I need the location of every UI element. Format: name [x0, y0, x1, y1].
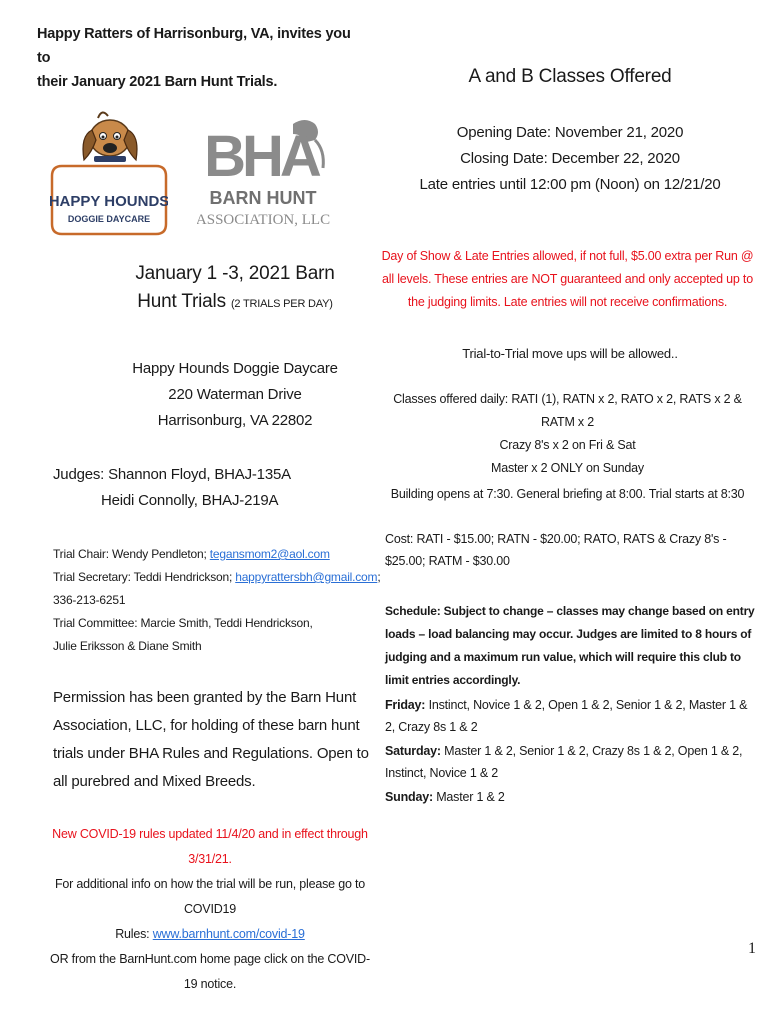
barn-hunt-association-logo [197, 110, 330, 238]
schedule-row-saturday [385, 740, 755, 784]
trial-committee-block [53, 543, 383, 658]
judge-1: Judges: Shannon Floyd, BHAJ-135A [53, 466, 291, 483]
trial-chair-label: Trial Chair: Wendy Pendleton; [53, 547, 207, 561]
happy-hounds-logo-line-2: DOGGIE DAYCARE [67, 214, 151, 224]
covid-info-line: For additional info on how the trial will be run, please go to COVID19 [54, 877, 365, 916]
classes-offered-heading: A and B Classes Offered [468, 66, 672, 87]
schedule-day-classes: Master 1 & 2, Senior 1 & 2, Crazy 8s 1 & 2, Open 1 & 2, Instinct, Novice 1 & 2 [385, 744, 743, 780]
venue-street: 220 Waterman Drive [168, 386, 302, 403]
schedule-row-friday [385, 694, 755, 738]
invitation-header [37, 22, 367, 94]
classes-daily-line-1: Classes offered daily: RATI (1), RATN x 2, RATO x 2, RATS x 2 & RATM x 2 [393, 392, 742, 429]
trial-title-line-1: January 1 -3, 2021 Barn [135, 263, 335, 284]
trials-per-day-note: (2 TRIALS PER DAY) [230, 298, 333, 310]
schedule-day-classes: Master 1 & 2 [436, 790, 505, 804]
schedule-row-sunday [385, 786, 755, 808]
trial-secretary-label: Trial Secretary: Teddi Hendrickson; [53, 570, 233, 584]
move-ups-note: Trial-to-Trial move ups will be allowed.. [462, 346, 678, 361]
committee-line-2: Julie Eriksson & Diane Smith [53, 639, 202, 653]
venue-city: Harrisonburg, VA 22802 [157, 412, 313, 429]
late-entries-notice: Day of Show & Late Entries allowed, if not full, $5.00 extra per Run @ all levels. These entries are NOT guaranteed and only accepted up to the judging limits. Late entries will not receive confirmations. [381, 249, 754, 309]
covid-rules-update: New COVID-19 rules updated 11/4/20 and in effect through 3/31/21. [52, 827, 368, 866]
classes-daily-line-3: Master x 2 ONLY on Sunday [491, 461, 644, 475]
classes-daily-line-2: Crazy 8's x 2 on Fri & Sat [499, 438, 636, 452]
venue-name: Happy Hounds Doggie Daycare [132, 360, 338, 377]
committee-line-1: Trial Committee: Marcie Smith, Teddi Hendrickson, [53, 616, 313, 630]
covid-homepage-line: OR from the BarnHunt.com home page click on the COVID-19 notice. [50, 952, 370, 991]
trial-secretary-suffix: ; [377, 570, 381, 584]
schedule-day-classes: Instinct, Novice 1 & 2, Open 1 & 2, Senior 1 & 2, Master 1 & 2, Crazy 8s 1 & 2 [385, 698, 748, 734]
invitation-line-1: Happy Ratters of Harrisonburg, VA, invites you to [37, 26, 351, 66]
schedule-day-label: Sunday: [385, 790, 433, 804]
page-number: 1 [748, 940, 756, 957]
trial-secretary-email-link[interactable]: happyrattersbh@gmail.com [235, 570, 378, 584]
trial-title [135, 260, 335, 318]
schedule-note: Schedule: Subject to change – classes may change based on entry loads – load balancing may occur. Judges are limited to 8 hours of judging and a maximum run value, which will require this club to limit entries accordingly. [385, 604, 755, 687]
venue-address [100, 356, 370, 434]
covid-rules-label: Rules: [115, 927, 150, 941]
schedule-day-label: Saturday: [385, 744, 441, 758]
invitation-line-2: their January 2021 Barn Hunt Trials. [37, 74, 278, 90]
trial-title-line-2: Hunt Trials [137, 291, 226, 312]
cost-info: Cost: RATI - $15.00; RATN - $20.00; RATO, RATS & Crazy 8's - $25.00; RATM - $30.00 [385, 532, 727, 568]
closing-date: Closing Date: December 22, 2020 [460, 150, 680, 167]
happy-hounds-logo-line-1: HAPPY HOUNDS [50, 193, 168, 210]
permission-statement: Permission has been granted by the Barn Hunt Association, LLC, for holding of these barn hunt trials under BHA Rules and Regulations. Open to all purebred and Mixed Breeds. [53, 689, 369, 790]
schedule-days [385, 694, 755, 810]
bha-logo-letters: BHA [204, 124, 318, 189]
covid-notice [45, 822, 375, 997]
covid-rules-link[interactable]: www.barnhunt.com/covid-19 [152, 927, 305, 941]
building-times: Building opens at 7:30. General briefing at 8:00. Trial starts at 8:30 [390, 487, 745, 501]
schedule-day-label: Friday: [385, 698, 426, 712]
judge-2: Heidi Connolly, BHAJ-219A [101, 492, 279, 509]
trial-chair-email-link[interactable]: tegansmom2@aol.com [209, 547, 330, 561]
bha-logo-line-1: BARN HUNT [209, 188, 317, 208]
secretary-phone: 336-213-6251 [53, 593, 126, 607]
judges-block [53, 462, 373, 514]
late-entries-date: Late entries until 12:00 pm (Noon) on 12/21/20 [419, 176, 721, 193]
opening-date: Opening Date: November 21, 2020 [456, 124, 684, 141]
classes-daily-block [385, 388, 750, 480]
bha-logo-line-2: ASSOCIATION, LLC [197, 212, 330, 228]
happy-hounds-logo [50, 96, 168, 242]
entry-dates-block [395, 62, 745, 198]
